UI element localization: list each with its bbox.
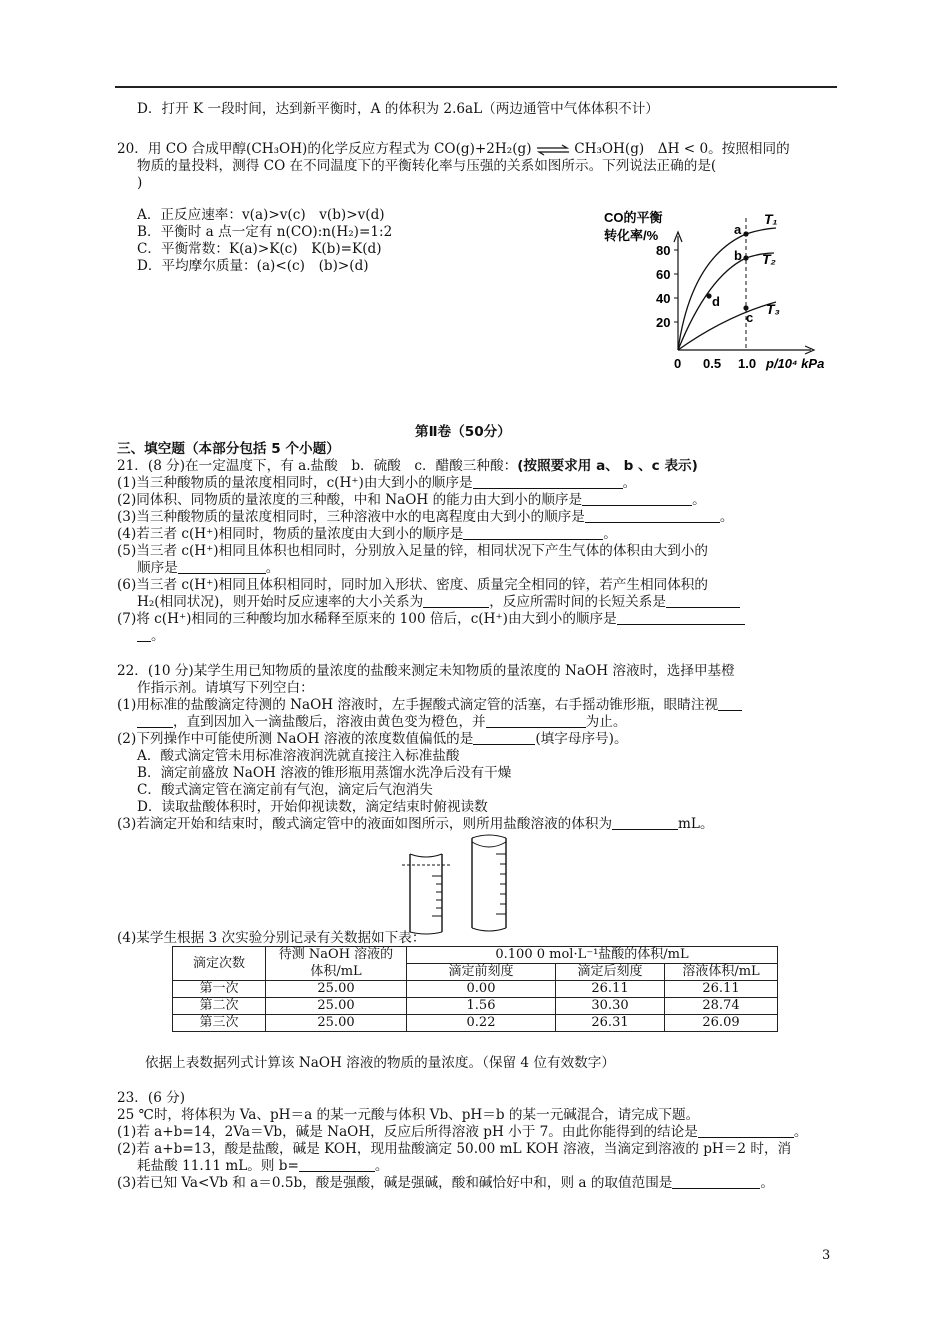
- answer-blank[interactable]: [473, 731, 535, 745]
- answer-blank[interactable]: [137, 714, 173, 728]
- q22-head2: 作指示剂。请填写下列空白：: [137, 680, 314, 696]
- q21-item5b: 顺序是 。: [137, 560, 280, 576]
- q22-option-c: C．酸式滴定管在滴定前有气泡，滴定后气泡消失: [137, 782, 433, 798]
- point-d: d: [712, 294, 720, 309]
- answer-blank[interactable]: [612, 816, 678, 830]
- answer-blank[interactable]: [486, 714, 586, 728]
- q20-line2: 物质的量投料，测得 CO 在不同温度下的平衡转化率与压强的关系如图所示。下列说法正确的是(: [137, 158, 717, 174]
- q23-intro: 25 ℃时，将体积为 Va、pH＝a 的某一元酸与体积 Vb、pH＝b 的某一元碱混合，请完成下题。: [117, 1107, 700, 1123]
- answer-blank[interactable]: [582, 492, 692, 506]
- graph-ytick-60: 60: [656, 267, 671, 282]
- answer-blank[interactable]: [473, 475, 623, 489]
- table-row: 第三次 25.00 0.22 26.31 26.09: [173, 1015, 778, 1032]
- curve-t3: [678, 302, 776, 350]
- answer-blank[interactable]: [666, 594, 740, 608]
- point-a: a: [734, 222, 742, 237]
- q23-p2b: 耗盐酸 11.11 mL。则 b= 。: [137, 1158, 389, 1174]
- burette-figure: [398, 832, 522, 936]
- q21-item7-end: 。: [137, 628, 165, 645]
- answer-blank[interactable]: [585, 509, 720, 523]
- co-conversion-graph: [596, 198, 846, 378]
- graph-xtick-0: 0: [674, 356, 682, 371]
- q22-head1: 22．(10 分)某学生用已知物质的量浓度的盐酸来测定未知物质的量浓度的 NaOH 溶液时，选择甲基橙: [117, 663, 735, 679]
- answer-blank[interactable]: [299, 1158, 375, 1172]
- q22-option-a: A．酸式滴定管未用标准溶液润洗就直接注入标准盐酸: [137, 748, 460, 764]
- th-naoh-2: 体积/mL: [266, 964, 407, 981]
- q21-item3: (3)当三种酸物质的量浓度相同时，三种溶液中水的电离程度由大到小的顺序是 。: [117, 509, 734, 525]
- q20-line3: ): [137, 175, 143, 191]
- q19-option-d: D．打开 K 一段时间，达到新平衡时，A 的体积为 2.6aL（两边通管中气体体积不计）: [137, 101, 659, 117]
- equilibrium-arrow-icon: [536, 144, 570, 156]
- q22-p3: (3)若滴定开始和结束时，酸式滴定管中的液面如图所示，则所用盐酸溶液的体积为 mL。: [117, 816, 714, 832]
- curve-label-t1: T₁: [764, 211, 778, 227]
- curve-t2: [678, 253, 774, 350]
- q20-option-b: B．平衡时 a 点一定有 n(CO):n(H₂)=1:2: [137, 224, 393, 240]
- graph-xtick-10: 1.0: [738, 356, 757, 371]
- q20-line1: 20．用 CO 合成甲醇(CH₃OH)的化学反应方程式为 CO(g)+2H₂(g) CH₃OH(g) ΔH < 0。按照相同的: [117, 141, 790, 157]
- th-hcl: 0.100 0 mol·L⁻¹盐酸的体积/mL: [407, 947, 778, 964]
- q23-p2a: (2)若 a+b=13，酸是盐酸，碱是 KOH，现用盐酸滴定 50.00 mL KOH 溶液，当滴定到溶液的 pH＝2 时，消: [117, 1141, 792, 1157]
- answer-blank[interactable]: [178, 560, 266, 574]
- table-row: 第二次 25.00 1.56 30.30 28.74: [173, 998, 778, 1015]
- graph-ytick-40: 40: [656, 291, 671, 306]
- q20-option-c: C．平衡常数：K(a)>K(c) K(b)=K(d): [137, 241, 382, 257]
- curve-t1: [678, 228, 776, 350]
- q23-head: 23．(6 分): [117, 1090, 186, 1106]
- table-row: 第一次 25.00 0.00 26.11 26.11: [173, 981, 778, 998]
- q22-p4: (4)某学生根据 3 次实验分别记录有关数据如下表：: [117, 930, 426, 946]
- q20-option-d: D．平均摩尔质量：(a)<(c) (b)>(d): [137, 258, 369, 274]
- answer-blank[interactable]: [672, 1175, 760, 1189]
- header-rule: [115, 86, 837, 88]
- q22-p2: (2)下列操作中可能使所测 NaOH 溶液的浓度数值偏低的是 (填字母序号)。: [117, 731, 628, 747]
- curve-label-t2: T₂: [762, 251, 776, 267]
- q23-p1: (1)若 a+b=14，2Va＝Vb，碱是 NaOH，反应后所得溶液 pH 小于 7。由此你能得到的结论是 。: [117, 1124, 808, 1140]
- part2-title: 第Ⅱ卷（50分）: [415, 424, 511, 440]
- q21-item6b: H₂(相同状况)，则开始时反应速率的大小关系为 ，反应所需时间的长短关系是: [137, 594, 740, 611]
- graph-ylabel-1: CO的平衡: [604, 210, 663, 225]
- q21-item2: (2)同体积、同物质的量浓度的三种酸，中和 NaOH 的能力由大到小的顺序是 。: [117, 492, 706, 508]
- answer-blank[interactable]: [137, 628, 151, 642]
- q22-p1a: (1)用标准的盐酸滴定待测的 NaOH 溶液时，左手握酸式滴定管的活塞，右手摇动锥形瓶，眼睛注视: [117, 697, 742, 714]
- point-c: c: [746, 310, 754, 325]
- answer-blank[interactable]: [463, 526, 603, 540]
- th-times: 滴定次数: [173, 947, 266, 981]
- graph-xtick-05: 0.5: [703, 356, 722, 371]
- titration-table: [172, 946, 778, 1032]
- answer-blank[interactable]: [423, 594, 489, 608]
- graph-ylabel-2: 转化率/%: [604, 228, 659, 243]
- th-naoh-1: 待测 NaOH 溶液的: [266, 947, 407, 964]
- q22-option-d: D．读取盐酸体积时，开始仰视读数，滴定结束时俯视读数: [137, 799, 488, 815]
- section3-title: 三、填空题（本部分包括 5 个小题）: [117, 441, 340, 457]
- graph-xlabel: p/10⁴ kPa: [766, 356, 825, 371]
- q21-item7: (7)将 c(H⁺)相同的三种酸均加水稀释至原来的 100 倍后，c(H⁺)由大到小的顺序是: [117, 611, 745, 628]
- graph-ytick-20: 20: [656, 315, 671, 330]
- th-before: 滴定前刻度: [407, 964, 556, 981]
- th-volume: 溶液体积/mL: [665, 964, 778, 981]
- q21-item4: (4)若三者 c(H⁺)相同时，物质的量浓度由大到小的顺序是 。: [117, 526, 617, 542]
- q21-item5a: (5)当三者 c(H⁺)相同且体积也相同时，分别放入足量的锌，相同状况下产生气体的体积由大到小的: [117, 543, 708, 559]
- q22-option-b: B．滴定前盛放 NaOH 溶液的锥形瓶用蒸馏水洗净后没有干燥: [137, 765, 512, 781]
- page-number: 3: [822, 1248, 831, 1263]
- q22-calc: 依据上表数据列式计算该 NaOH 溶液的物质的量浓度。（保留 4 位有效数字）: [145, 1055, 615, 1071]
- point-b: b: [734, 248, 742, 263]
- q20-option-a: A．正反应速率：v(a)>v(c) v(b)>v(d): [137, 207, 385, 223]
- curve-label-t3: T₃: [766, 301, 780, 317]
- q23-p3: (3)若已知 Va<Vb 和 a＝0.5b，酸是强酸，碱是强碱，酸和碱恰好中和，则 a 的取值范围是 。: [117, 1175, 774, 1191]
- graph-ytick-80: 80: [656, 243, 671, 258]
- q21-head: 21．(8 分)在一定温度下，有 a.盐酸 b．硫酸 c．醋酸三种酸：(按照要求用 a、 b 、c 表示): [117, 458, 698, 474]
- answer-blank[interactable]: [617, 611, 745, 625]
- q22-p1b: ，直到因加入一滴盐酸后，溶液由黄色变为橙色，并 为止。: [137, 714, 626, 731]
- q21-item6a: (6)当三者 c(H⁺)相同且体积相同时，同时加入形状、密度、质量完全相同的锌，若产生相同体积的: [117, 577, 708, 593]
- answer-blank[interactable]: [718, 697, 742, 711]
- th-after: 滴定后刻度: [556, 964, 665, 981]
- answer-blank[interactable]: [698, 1124, 794, 1138]
- q21-item1: (1)当三种酸物质的量浓度相同时，c(H⁺)由大到小的顺序是 。: [117, 475, 637, 491]
